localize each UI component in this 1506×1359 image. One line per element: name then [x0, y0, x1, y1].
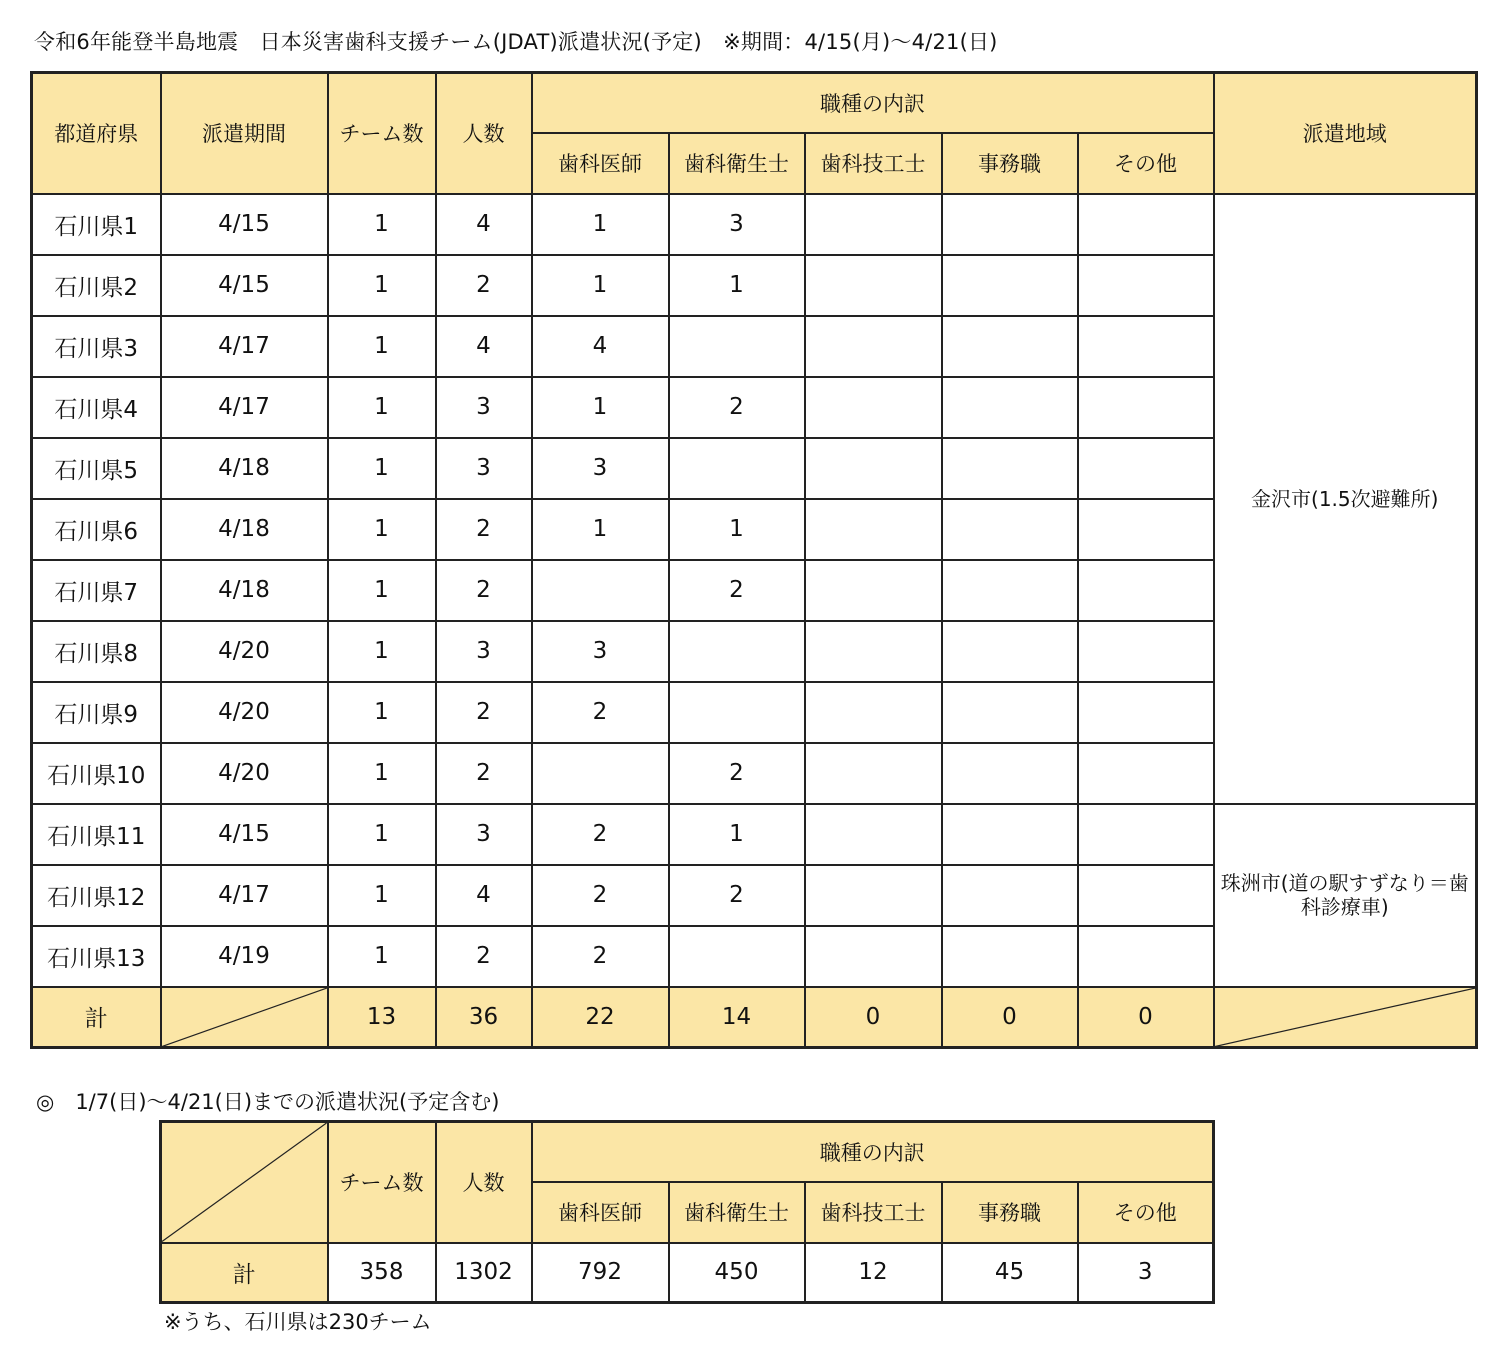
- total-hygienist: 14: [669, 987, 805, 1048]
- cell-people: 3: [436, 377, 532, 438]
- cell-people: 3: [436, 621, 532, 682]
- cell-hygienist: [669, 621, 805, 682]
- cell-period: 4/15: [161, 194, 328, 255]
- cell-dentist: 2: [532, 682, 669, 743]
- cumulative-table: [159, 1120, 1215, 1304]
- cell-clerical: [942, 804, 1078, 865]
- cell-people: 2: [436, 499, 532, 560]
- cell-teams: 1: [328, 438, 436, 499]
- cell-people: 2: [436, 255, 532, 316]
- cell-teams: 1: [328, 255, 436, 316]
- total-people: 36: [436, 987, 532, 1048]
- cumulative-header-technician: 歯科技工士: [805, 1182, 942, 1243]
- header-prefecture: 都道府県: [32, 73, 161, 194]
- cell-prefecture: 石川県7: [32, 560, 161, 621]
- cell-hygienist: 2: [669, 377, 805, 438]
- header-dentist: 歯科医師: [532, 133, 669, 194]
- cell-other: [1078, 804, 1214, 865]
- table-row: [32, 194, 1477, 255]
- cell-hygienist: [669, 316, 805, 377]
- cell-hygienist: [669, 926, 805, 987]
- cell-hygienist: [669, 438, 805, 499]
- cumulative-header-other: その他: [1078, 1182, 1214, 1243]
- cell-other: [1078, 865, 1214, 926]
- cell-teams: 1: [328, 926, 436, 987]
- cell-period: 4/20: [161, 682, 328, 743]
- region-kanazawa: 金沢市(1.5次避難所): [1214, 194, 1477, 804]
- cell-technician: [805, 194, 942, 255]
- cell-prefecture: 石川県2: [32, 255, 161, 316]
- cell-people: 4: [436, 194, 532, 255]
- cell-other: [1078, 743, 1214, 804]
- cell-prefecture: 石川県4: [32, 377, 161, 438]
- cell-clerical: [942, 438, 1078, 499]
- cell-other: [1078, 926, 1214, 987]
- cell-other: [1078, 682, 1214, 743]
- cumulative-header-teams: チーム数: [328, 1122, 436, 1243]
- cell-clerical: [942, 743, 1078, 804]
- cell-clerical: [942, 682, 1078, 743]
- cell-hygienist: 2: [669, 865, 805, 926]
- cell-technician: [805, 865, 942, 926]
- header-teams: チーム数: [328, 73, 436, 194]
- cell-period: 4/17: [161, 865, 328, 926]
- cell-prefecture: 石川県1: [32, 194, 161, 255]
- cell-teams: 1: [328, 743, 436, 804]
- cell-other: [1078, 621, 1214, 682]
- cell-teams: 1: [328, 682, 436, 743]
- cell-period: 4/15: [161, 255, 328, 316]
- cell-period: 4/18: [161, 499, 328, 560]
- cell-dentist: [532, 560, 669, 621]
- cell-period: 4/17: [161, 377, 328, 438]
- cell-hygienist: 3: [669, 194, 805, 255]
- cumulative-total-clerical: 45: [942, 1243, 1078, 1303]
- cell-prefecture: 石川県5: [32, 438, 161, 499]
- cell-technician: [805, 621, 942, 682]
- cumulative-total-people: 1302: [436, 1243, 532, 1303]
- cell-clerical: [942, 621, 1078, 682]
- cell-prefecture: 石川県6: [32, 499, 161, 560]
- cumulative-total-dentist: 792: [532, 1243, 669, 1303]
- cell-people: 2: [436, 682, 532, 743]
- corner-diagonal-cell: [161, 1122, 328, 1243]
- cell-teams: 1: [328, 560, 436, 621]
- cumulative-total-hygienist: 450: [669, 1243, 805, 1303]
- header-technician: 歯科技工士: [805, 133, 942, 194]
- cell-hygienist: 1: [669, 804, 805, 865]
- region-suzu: 珠洲市(道の駅すずなり＝歯科診療車): [1214, 804, 1477, 987]
- cell-dentist: 2: [532, 865, 669, 926]
- cumulative-note: ※うち、石川県は230チーム: [164, 1310, 432, 1334]
- cell-teams: 1: [328, 865, 436, 926]
- header-region: 派遣地域: [1214, 73, 1477, 194]
- cell-other: [1078, 438, 1214, 499]
- cell-dentist: 1: [532, 255, 669, 316]
- cell-technician: [805, 682, 942, 743]
- cell-people: 2: [436, 560, 532, 621]
- cell-period: 4/19: [161, 926, 328, 987]
- cell-prefecture: 石川県12: [32, 865, 161, 926]
- cell-technician: [805, 438, 942, 499]
- cell-other: [1078, 377, 1214, 438]
- cell-people: 4: [436, 316, 532, 377]
- total-dentist: 22: [532, 987, 669, 1048]
- cell-people: 3: [436, 438, 532, 499]
- cumulative-total-other: 3: [1078, 1243, 1214, 1303]
- dispatch-table: [30, 71, 1478, 1049]
- cell-technician: [805, 926, 942, 987]
- cell-hygienist: 2: [669, 743, 805, 804]
- cumulative-header-dentist: 歯科医師: [532, 1182, 669, 1243]
- total-clerical: 0: [942, 987, 1078, 1048]
- total-region-diagonal: [1214, 987, 1477, 1048]
- cell-technician: [805, 804, 942, 865]
- cell-prefecture: 石川県10: [32, 743, 161, 804]
- cell-dentist: 3: [532, 621, 669, 682]
- cell-dentist: 2: [532, 804, 669, 865]
- header-people: 人数: [436, 73, 532, 194]
- total-technician: 0: [805, 987, 942, 1048]
- cell-period: 4/18: [161, 560, 328, 621]
- total-period-diagonal: [161, 987, 328, 1048]
- cumulative-total-label: 計: [161, 1243, 328, 1303]
- header-clerical: 事務職: [942, 133, 1078, 194]
- header-period: 派遣期間: [161, 73, 328, 194]
- cell-technician: [805, 743, 942, 804]
- cell-other: [1078, 255, 1214, 316]
- cell-dentist: 2: [532, 926, 669, 987]
- cell-hygienist: 1: [669, 255, 805, 316]
- cumulative-total-teams: 358: [328, 1243, 436, 1303]
- cell-clerical: [942, 316, 1078, 377]
- cell-teams: 1: [328, 804, 436, 865]
- cell-technician: [805, 560, 942, 621]
- total-other: 0: [1078, 987, 1214, 1048]
- cell-teams: 1: [328, 499, 436, 560]
- cell-clerical: [942, 499, 1078, 560]
- cumulative-header-breakdown: 職種の内訳: [532, 1122, 1214, 1182]
- cell-dentist: [532, 743, 669, 804]
- cell-clerical: [942, 377, 1078, 438]
- cell-technician: [805, 255, 942, 316]
- total-row: [32, 987, 1477, 1048]
- cell-people: 2: [436, 743, 532, 804]
- page-title: 令和6年能登半島地震 日本災害歯科支援チーム(JDAT)派遣状況(予定) ※期間：4/15(月)～4/21(日): [34, 30, 998, 54]
- cell-period: 4/15: [161, 804, 328, 865]
- cell-other: [1078, 560, 1214, 621]
- cell-clerical: [942, 560, 1078, 621]
- cell-teams: 1: [328, 194, 436, 255]
- cell-period: 4/20: [161, 621, 328, 682]
- header-hygienist: 歯科衛生士: [669, 133, 805, 194]
- cell-other: [1078, 499, 1214, 560]
- cumulative-header-hygienist: 歯科衛生士: [669, 1182, 805, 1243]
- cell-people: 2: [436, 926, 532, 987]
- cell-dentist: 1: [532, 499, 669, 560]
- table-row: [32, 804, 1477, 865]
- cell-technician: [805, 316, 942, 377]
- cell-prefecture: 石川県11: [32, 804, 161, 865]
- cell-technician: [805, 499, 942, 560]
- cell-period: 4/17: [161, 316, 328, 377]
- cell-teams: 1: [328, 377, 436, 438]
- cell-people: 4: [436, 865, 532, 926]
- cumulative-heading: ◎ 1/7(日)～4/21(日)までの派遣状況(予定含む): [36, 1090, 500, 1114]
- cell-other: [1078, 194, 1214, 255]
- cell-hygienist: 2: [669, 560, 805, 621]
- cumulative-total-technician: 12: [805, 1243, 942, 1303]
- cumulative-header-clerical: 事務職: [942, 1182, 1078, 1243]
- cell-hygienist: 1: [669, 499, 805, 560]
- cell-clerical: [942, 255, 1078, 316]
- cell-prefecture: 石川県9: [32, 682, 161, 743]
- cell-dentist: 4: [532, 316, 669, 377]
- total-teams: 13: [328, 987, 436, 1048]
- cell-other: [1078, 316, 1214, 377]
- cell-dentist: 1: [532, 377, 669, 438]
- header-other: その他: [1078, 133, 1214, 194]
- total-label: 計: [32, 987, 161, 1048]
- cell-prefecture: 石川県3: [32, 316, 161, 377]
- cell-clerical: [942, 194, 1078, 255]
- cell-prefecture: 石川県8: [32, 621, 161, 682]
- header-breakdown: 職種の内訳: [532, 73, 1214, 133]
- cell-people: 3: [436, 804, 532, 865]
- cell-period: 4/18: [161, 438, 328, 499]
- cell-teams: 1: [328, 621, 436, 682]
- cell-hygienist: [669, 682, 805, 743]
- cell-prefecture: 石川県13: [32, 926, 161, 987]
- cumulative-header-people: 人数: [436, 1122, 532, 1243]
- cell-dentist: 1: [532, 194, 669, 255]
- cell-clerical: [942, 926, 1078, 987]
- cell-clerical: [942, 865, 1078, 926]
- cell-technician: [805, 377, 942, 438]
- cell-teams: 1: [328, 316, 436, 377]
- cell-period: 4/20: [161, 743, 328, 804]
- cell-dentist: 3: [532, 438, 669, 499]
